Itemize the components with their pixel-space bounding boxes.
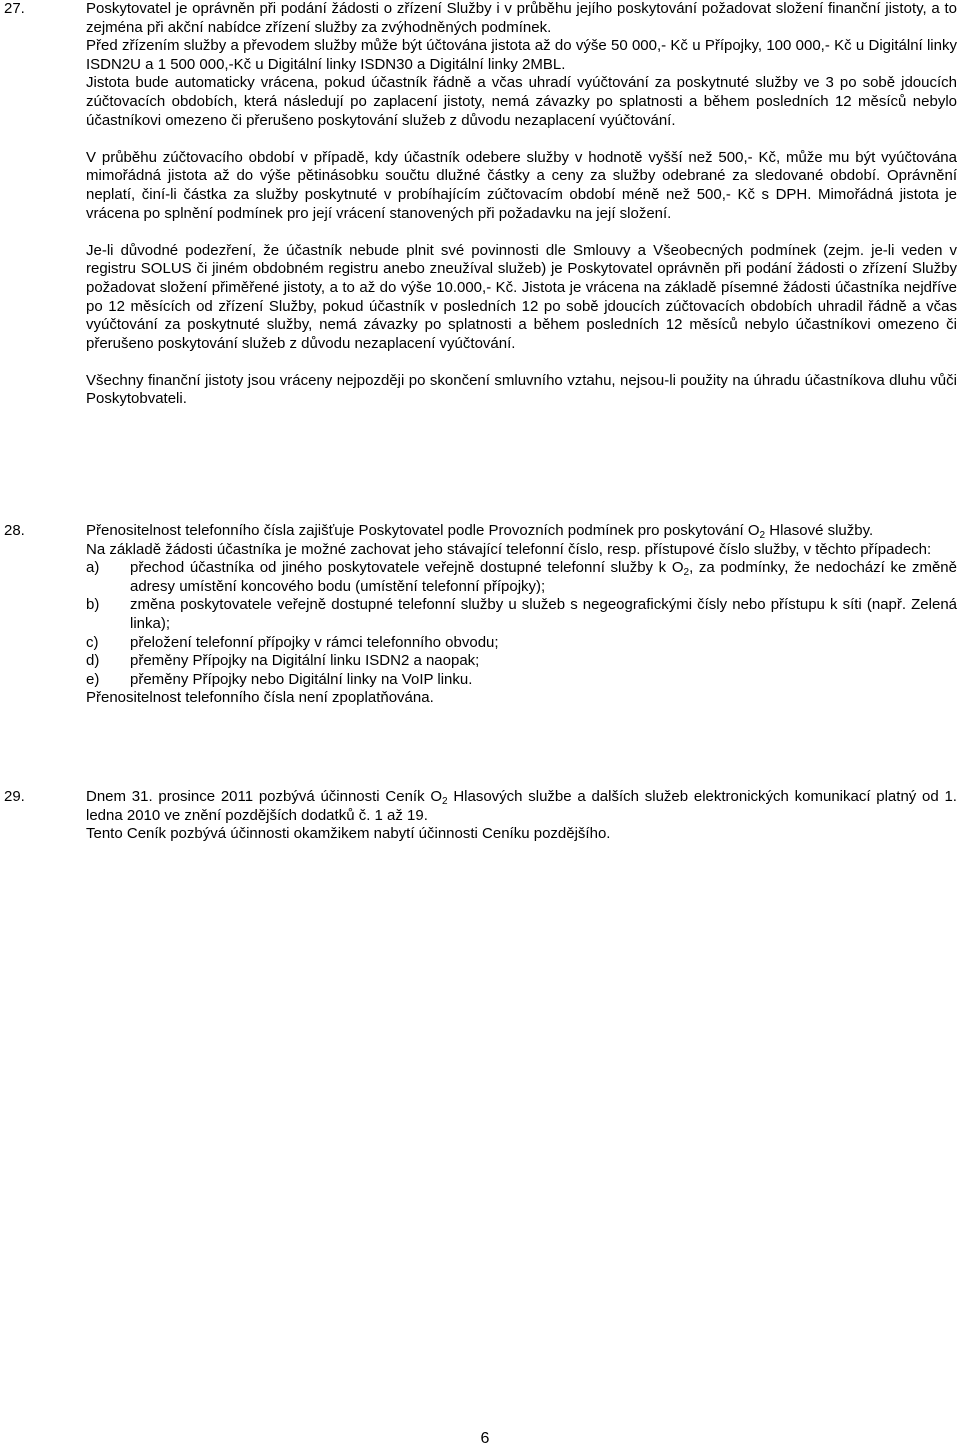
list-item: b) změna poskytovatele veřejně dostupné telefonní služby u služeb s negeografickými čísly nebo přístupu k síti (např. Zelená linka); [86, 596, 957, 632]
paragraph: Všechny finanční jistoty jsou vráceny nejpozději po skončení smluvního vztahu, nejsou-li použity na úhradu účastníkova dluhu vůči Poskytobvateli. [86, 371, 957, 408]
paragraph: Před zřízením služby a převodem služby může být účtována jistota až do výše 50 000,- Kč u Přípojky, 100 000,- Kč u Digitální linky ISDN2U a 1 500 000,-Kč u Digitální linky ISDN30 a Digitální linky 2MBL. [86, 37, 957, 73]
page-footer [0, 1430, 960, 1448]
list-item: a) přechod účastníka od jiného poskytovatele veřejně dostupné telefonní služby k $O_2$, za podmínky, že nedochází ke změně adresy umístění koncového bodu (umístění telefonní přípojky); [86, 559, 957, 595]
paragraph: Tento Ceník pozbývá účinnosti okamžikem nabytí účinnosti Ceníku pozdějšího. [86, 825, 611, 843]
section-body [86, 0, 957, 409]
paragraph: V průběhu zúčtovacího období v případě, kdy účastník odebere služby v hodnotě vyšší než 500,- Kč, může mu být vyúčtována mimořádná jistota až do výše pětinásobku součtu dlužné částky a ceny za služby odebrané za sledované období. Oprávnění neplatí, činí-li částka za služby poskytnuté v probíhajícím zúčtovacím období méně než 500,- Kč s DPH. Mimořádná jistota je vrácena po splnění podmínek pro její vrácení stanovených při požadavku na její složení. [86, 148, 957, 222]
paragraph: Poskytovatel je oprávněn při podání žádosti o zřízení Služby i v průběhu jejího poskytování požadovat složení finanční jistoty, a to zejména při akční nabídce zřízení služby za zvýhodněných podmínek. [86, 0, 957, 36]
paragraph: Dnem 31. prosince 2011 pozbývá účinnosti Ceník $O_2$ Hlasových službe a dalších služeb elektronických komunikací platný od 1. ledna 2010 ve znění pozdějších dodatků č. 1 až 19. [86, 788, 957, 824]
list-item: d) přeměny Přípojky na Digitální linku ISDN2 a naopak; [86, 652, 480, 670]
page-number: 6 [480, 1430, 490, 1447]
list-item: c) přeložení telefonní přípojky v rámci telefonního obvodu; [86, 633, 499, 651]
section-number: 29. [4, 788, 25, 805]
paragraph: Na základě žádosti účastníka je možné zachovat jeho stávající telefonní číslo, resp. přístupové číslo služby, v těchto případech: [86, 540, 932, 558]
section-body [86, 522, 957, 708]
paragraph: Je-li důvodné podezření, že účastník nebude plnit své povinnosti dle Smlouvy a Všeobecných podmínek (zejm. je-li veden v registru SOLUS či jiném obdobném registru anebo zneužíval služeb) je Poskytovatel oprávněn při podání žádosti o zřízení Služby požadovat složení přiměřené jistoty, a to až do výše 10.000,- Kč. Jistota je vrácena na základě písemné žádosti účastníka nejdříve po 12 měsících od zřízení Služby, pokud účastník v posledních 12 po sobě jdoucích zúčtovacích obdobích uhradil řádně a včas vyúčtování za poskytnuté služby, nemá závazky po splatnosti a během posledních 12 měsíců nebylo účastníkovi omezeno či přerušeno poskytování služeb z důvodu nezaplacení vyúčtování. [86, 241, 957, 352]
section-number: 27. [4, 0, 25, 17]
section-body [86, 788, 957, 844]
list-item: e) přeměny Přípojky nebo Digitální linky na VoIP linku. [86, 670, 473, 688]
section-number: 28. [4, 522, 25, 539]
paragraph: Přenositelnost telefonního čísla není zpoplatňována. [86, 689, 434, 707]
paragraph: Jistota bude automaticky vrácena, pokud účastník řádně a včas uhradí vyúčtování za poskytnuté služby ve 3 po sobě jdoucích zúčtovacích obdobích, která následují po zaplacení jistoty, nemá závazky po splatnosti a během posledních 12 měsíců nebylo účastníkovi omezeno či přerušeno poskytování služeb z důvodu nezaplacení vyúčtování. [86, 74, 957, 129]
paragraph: Přenositelnost telefonního čísla zajišťuje Poskytovatel podle Provozních podmínek pro poskytování $O_2$ Hlasové služby. [86, 522, 874, 541]
